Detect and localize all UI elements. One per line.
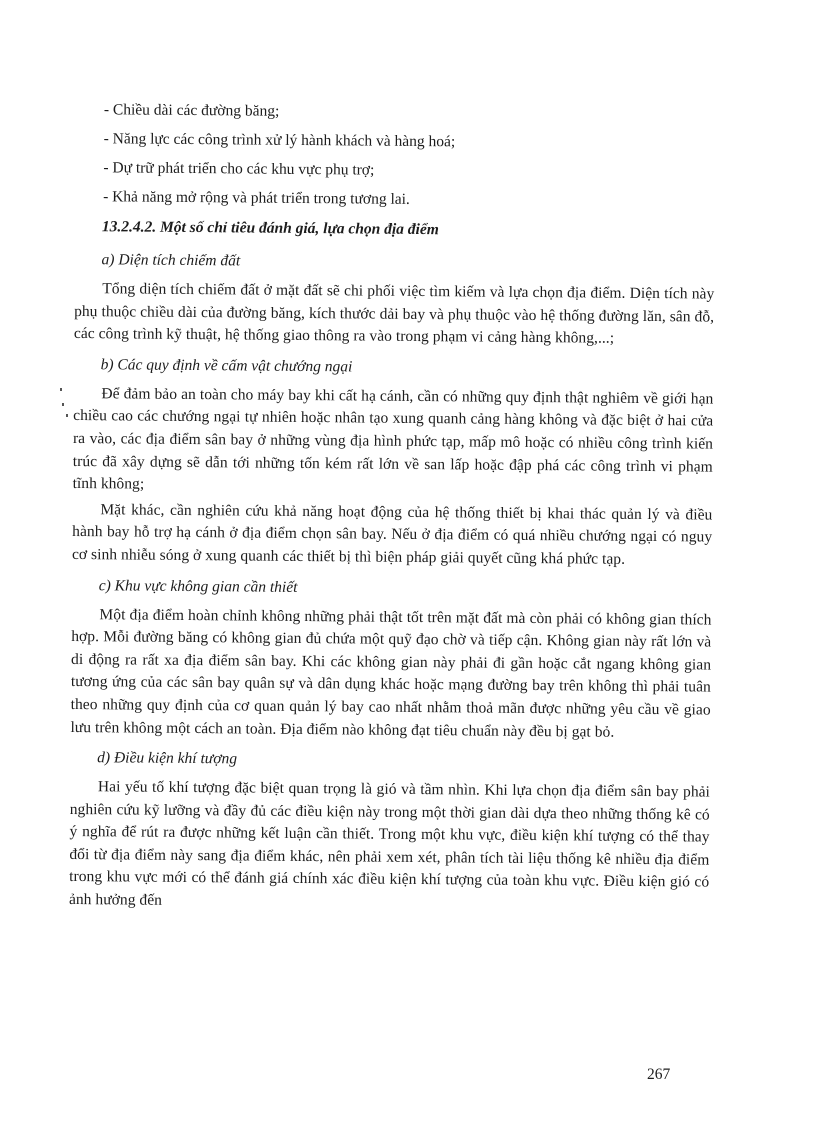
- bullet-item: - Dự trữ phát triển cho các khu vực phụ trợ;: [103, 159, 375, 179]
- section-heading: 13.2.4.2. Một số chỉ tiêu đánh giá, lựa chọn địa điểm: [101, 218, 439, 239]
- scan-speck: [66, 414, 68, 417]
- paragraph: Một địa điểm hoàn chỉnh không những phải thật tốt trên mặt đất mà còn phải có không gian thích hợp. Mỗi đường băng có không gian đủ chứa một quỹ đạo chờ và tiếp cận. Không gian này rất lớn và di động ra rất xa địa điểm sân bay. Khi các không gian này phải đi gần hoặc cắt ngang không gian tương ứng của các sân bay quân sự và dân dụng khác hoặc mạng đường bay trên không thì phải tuân theo những quy định của cơ quan quản lý bay cao nhất nhằm thoả mãn được những yêu cầu về giao lưu trên không một cách an toàn. Địa điểm nào không đạt tiêu chuẩn này đều bị gạt bỏ.: [70, 605, 712, 741]
- subsection-b-title: b) Các quy định về cấm vật chướng ngại: [100, 356, 353, 376]
- bullet-list: [75, 96, 716, 217]
- page-number: 267: [647, 1066, 671, 1083]
- subsection-a-title: a) Diện tích chiếm đất: [101, 251, 241, 270]
- paragraph: Tổng diện tích chiếm đất ở mặt đất sẽ chi phối việc tìm kiếm và lựa chọn địa điểm. Diện tích này phụ thuộc chiều dài của đường băng, kích thước dải bay và phụ thuộc vào hệ thống đường lăn, sân đỗ, các công trình kỹ thuật, hệ thống giao thông ra vào trong phạm vi cảng hàng không,...;: [73, 280, 715, 347]
- page-content: [69, 96, 716, 920]
- subsection-c-title: c) Khu vực không gian cần thiết: [98, 576, 298, 596]
- scan-speck: [62, 403, 64, 406]
- paragraph: Hai yếu tố khí tượng đặc biệt quan trọng là gió và tầm nhìn. Khi lựa chọn địa điểm sân bay phải nghiên cứu kỹ lưỡng và đầy đủ các điều kiện này trong một thời gian dài dựa theo những thống kê có ý nghĩa để rút ra được những kết luận cần thiết. Trong một khu vực, điều kiện khí tượng có thể thay đổi từ địa điểm này sang địa điểm khác, nên phải xem xét, phân tích tài liệu thống kê nhiều địa điểm trong khu vực mới có thể đánh giá chính xác điều kiện khí tượng của toàn khu vực. Điều kiện gió có ảnh hưởng đến: [68, 778, 711, 909]
- bullet-item: - Khả năng mở rộng và phát triển trong tương lai.: [103, 188, 410, 208]
- bullet-item: - Chiều dài các đường băng;: [103, 101, 280, 120]
- scan-speck: [60, 388, 62, 391]
- paragraph: Mặt khác, cần nghiên cứu khả năng hoạt động của hệ thống thiết bị khai thác quản lý và điều hành bay hỗ trợ hạ cánh ở địa điểm chọn sân bay. Nếu ở địa điểm có quá nhiều chướng ngại có nguy cơ sinh nhiễu sóng ở xung quanh các thiết bị thì biện pháp giải quyết cũng khá phức tạp.: [71, 500, 713, 568]
- subsection-d-title: d) Điều kiện khí tượng: [97, 749, 238, 768]
- paragraph: Để đảm bảo an toàn cho máy bay khi cất hạ cánh, cần có những quy định thật nghiêm về giới hạn chiều cao các chướng ngại tự nhiên hoặc nhân tạo xung quanh cảng hàng không và đặc biệt ở hai cửa ra vào, các địa điểm sân bay ở những vùng địa hình phức tạp, mấp mô hoặc có nhiều công trình kiến trúc đã xây dựng sẽ dẫn tới những tốn kém rất lớn về san lấp hoặc đập phá các công trình vi phạm tĩnh không;: [72, 385, 714, 493]
- bullet-item: - Năng lực các công trình xử lý hành khách và hàng hoá;: [103, 130, 456, 151]
